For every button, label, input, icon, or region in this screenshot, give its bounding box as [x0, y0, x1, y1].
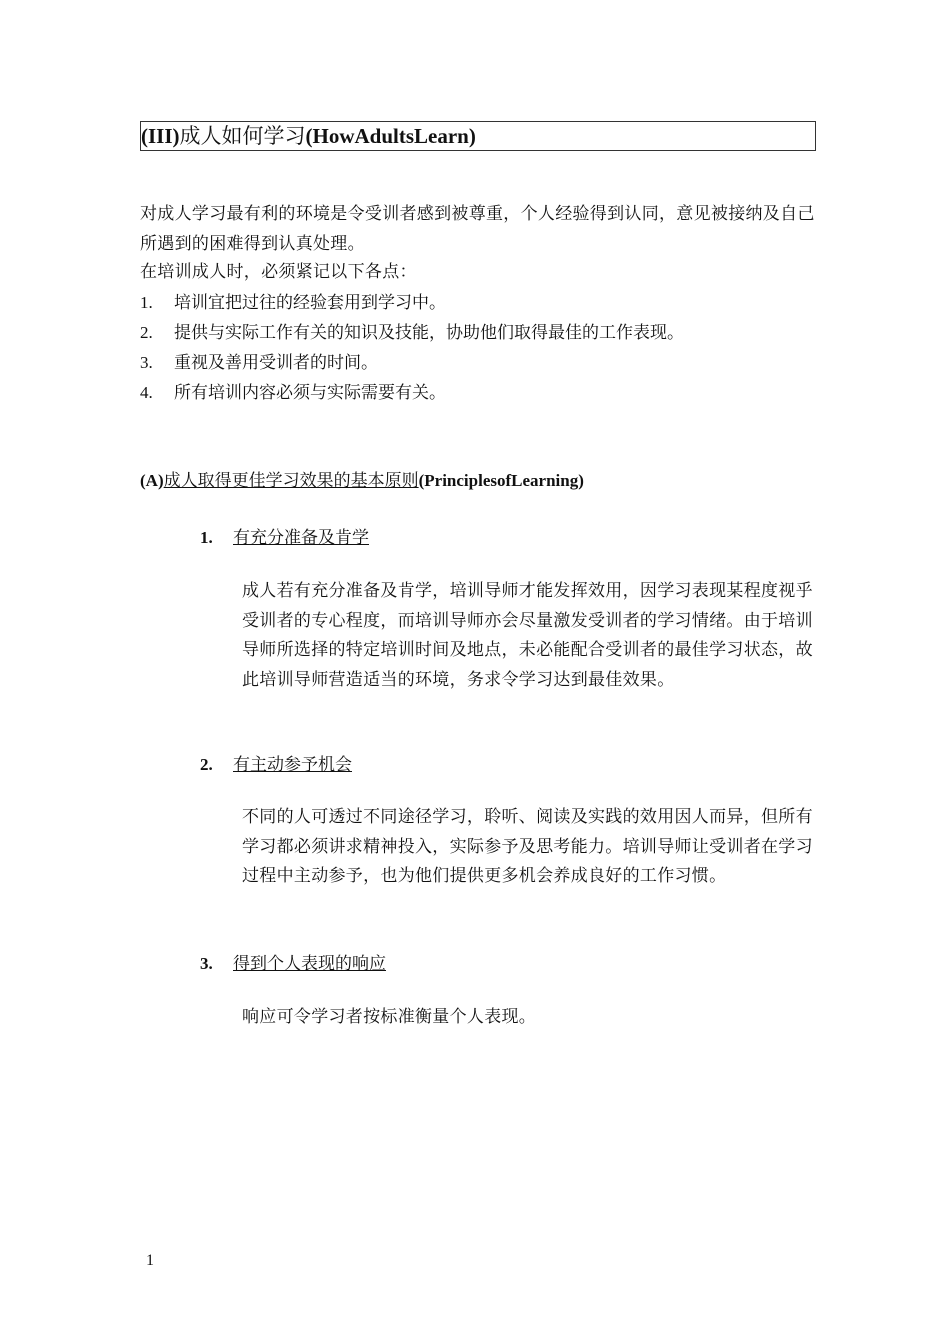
page-number: 1	[146, 1252, 154, 1269]
principle-body-1: 成人若有充分准备及肯学，培训导师才能发挥效用，因学习表现某程度视乎受训者的专心程度，而培训导师亦会尽量激发受训者的学习情绪。由于培训导师所选择的特定培训时间及地点，未必能配合受训者的最佳学习状态，故此培训导师营造适当的环境，务求令学习达到最佳效果。	[242, 581, 813, 690]
principle-body-2: 不同的人可透过不同途径学习，聆听、阅读及实践的效用因人而异，但所有学习都必须讲求精神投入，实际参予及思考能力。培训导师让受训者在学习过程中主动参予，也为他们提供更多机会养成良好的工作习惯。	[242, 807, 813, 886]
list-item-text: 培训宜把过往的经验套用到学习中。	[174, 293, 446, 313]
principles-heading-prefix: (A)	[140, 471, 164, 490]
principle-number: 1.	[200, 528, 213, 547]
list-item-number: 1.	[140, 293, 153, 312]
principle-heading-2	[200, 752, 352, 778]
principles-heading-title: 成人取得更佳学习效果的基本原则	[163, 471, 419, 491]
principle-title: 得到个人表现的响应	[233, 954, 386, 974]
principle-title: 有主动参予机会	[233, 755, 352, 775]
principle-heading-1	[200, 525, 369, 551]
list-item	[140, 288, 820, 318]
section-title-prefix: (III)	[141, 124, 180, 148]
principle-number: 2.	[200, 755, 213, 774]
section-title-suffix: (HowAdultsLearn)	[305, 124, 476, 148]
principle-body-3: 响应可令学习者按标准衡量个人表现。	[242, 1007, 537, 1027]
section-title-cjk: 成人如何学习	[179, 124, 306, 148]
list-item-number: 2.	[140, 323, 153, 342]
principles-heading	[140, 468, 584, 494]
list-item-text: 重视及善用受训者的时间。	[174, 353, 378, 373]
list-item-text: 所有培训内容必须与实际需要有关。	[174, 383, 446, 403]
list-item	[140, 378, 820, 408]
principles-heading-suffix: (PrinciplesofLearning)	[418, 471, 584, 490]
section-title	[140, 121, 816, 151]
list-item-text: 提供与实际工作有关的知识及技能，协助他们取得最佳的工作表现。	[174, 323, 684, 343]
list-item	[140, 318, 820, 348]
intro-lead: 在培训成人时，必须紧记以下各点：	[140, 262, 417, 282]
principle-title: 有充分准备及肯学	[233, 528, 369, 548]
list-item	[140, 348, 820, 378]
intro-paragraph: 对成人学习最有利的环境是令受训者感到被尊重，个人经验得到认同，意见被接纳及自己所遇到的困难得到认真处理。	[140, 204, 815, 254]
principle-number: 3.	[200, 954, 213, 973]
list-item-number: 3.	[140, 353, 153, 372]
list-item-number: 4.	[140, 383, 153, 402]
principle-heading-3	[200, 951, 386, 977]
